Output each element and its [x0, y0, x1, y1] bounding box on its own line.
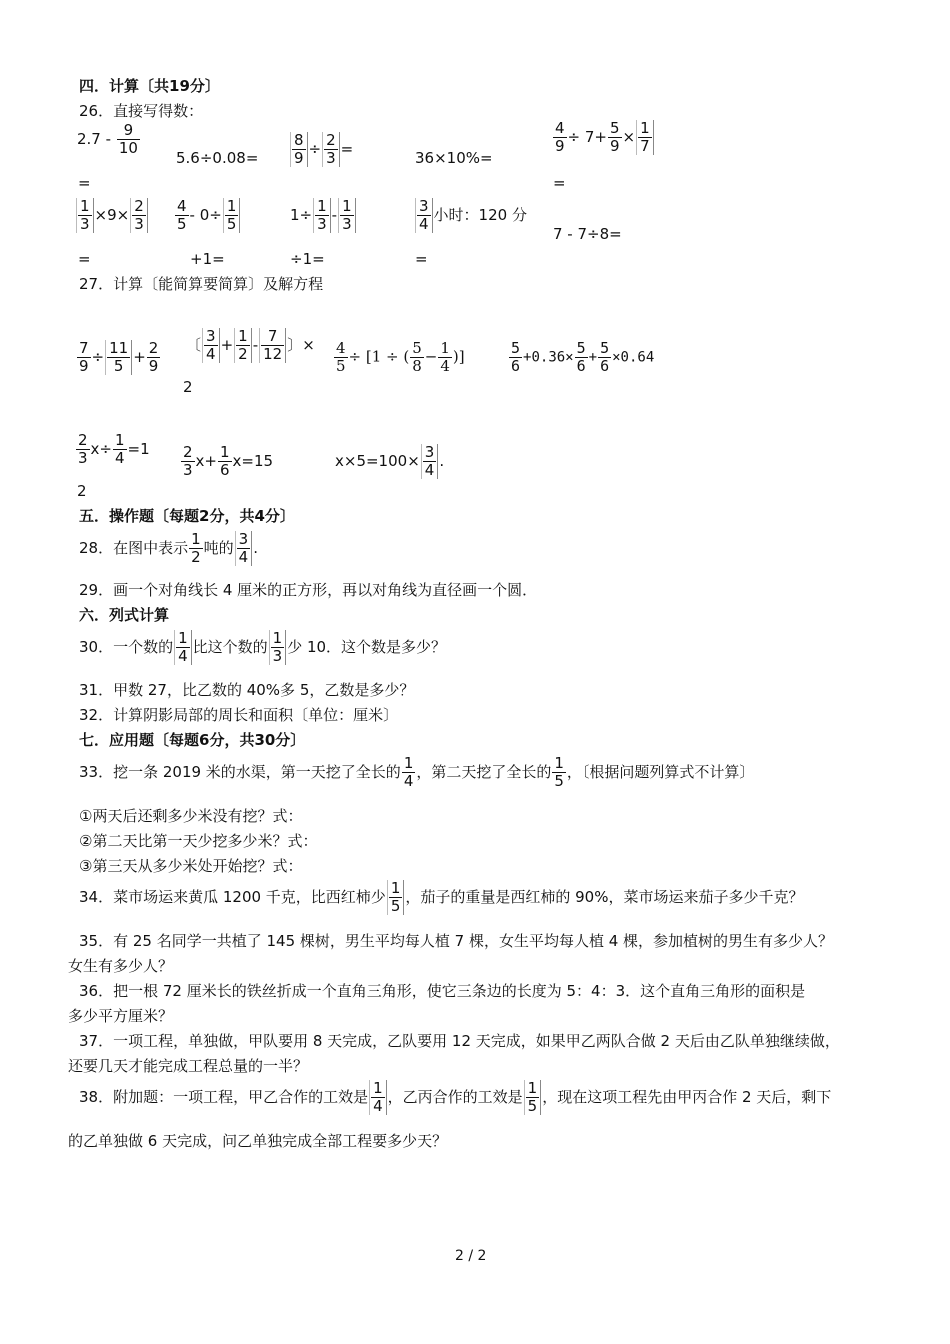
section-7-title: 七．应用题〔每题6分，共30分〕: [79, 731, 306, 749]
q27-eq-3: x×5=100× $\frac{3}{4}$ .: [335, 443, 445, 479]
q38-line-2: 的乙单独做 6 天完成，问乙单独完成全部工程要多少天？: [68, 1132, 448, 1150]
q27-calc-1: $\frac{7}{9}$ ÷ $\frac{11}{5}$ + $\frac{2}{9}$: [79, 339, 159, 375]
q34: 34．菜市场运来黄瓜 1200 千克，比西红柿少 $\frac{1}{5}$ ，茄子的重量是西红柿的 90%，菜市场运来茄子多少千克？: [79, 879, 804, 915]
q26-expr-3: $\frac{8}{9}$ ÷ $\frac{2}{3}$ =: [289, 132, 353, 167]
q37-line-2: 还要几天才能完成工程总量的一半？: [68, 1057, 309, 1075]
q26-expr-6: $\frac{1}{3}$ ×9× $\frac{2}{3}$: [75, 198, 149, 233]
q26-expr-10: 7 - 7÷8=: [553, 225, 622, 243]
q26-expr-8: 1÷ $\frac{1}{3}$ - $\frac{1}{3}$: [290, 198, 357, 233]
q27-eq-1-extra: 2: [77, 482, 87, 500]
q26-expr-2: 5.6÷0.08=: [176, 149, 259, 167]
q27-calc-3: $\frac{4}{5}$ ÷ [1 ÷ ( $\frac{5}{8}$ − $\frac{1}{4}$ )]: [336, 339, 465, 375]
q26-expr-5: $\frac{4}{9}$ ÷ 7+ $\frac{5}{9}$ × $\frac{1}{7}$: [552, 120, 655, 155]
q28: 28．在图中表示 $\frac{1}{2}$ 吨的 $\frac{3}{4}$ .: [79, 530, 258, 566]
q33-sub-1: ①两天后还剩多少米没有挖？式：: [79, 807, 303, 825]
q27-calc-4: $\frac{5}{6}$ +0.36× $\frac{5}{6}$ + $\frac{5}{6}$ ×0.64: [511, 339, 655, 375]
q26-expr-1-eq: =: [78, 174, 91, 192]
q26-expr-7: $\frac{4}{5}$ - 0÷ $\frac{1}{5}$: [174, 198, 241, 233]
q27-eq-2: $\frac{2}{3}$ x+ $\frac{1}{6}$ x=15: [183, 443, 274, 479]
q30: 30．一个数的 $\frac{1}{4}$ 比这个数的 $\frac{1}{3}$ 少 10．这个数是多少？: [79, 629, 447, 665]
q36-line-1: 36．把一根 72 厘米长的铁丝折成一个直角三角形，使它三条边的长度为 5：4：3．这个直角三角形的面积是: [79, 982, 806, 1000]
q38: 38．附加题：一项工程，甲乙合作的工效是 $\frac{1}{4}$ ，乙丙合作的工效是 $\frac{1}{5}$ ，现在这项工程先由甲丙合作 2 天后，剩下: [79, 1079, 832, 1115]
q32: 32．计算阴影局部的周长和面积〔单位：厘米〕: [79, 706, 399, 724]
section-4-title: 四．计算〔共19分〕: [79, 77, 220, 95]
q36-line-2: 多少平方厘米？: [68, 1007, 174, 1025]
section-6-title: 六．列式计算: [79, 606, 170, 624]
section-5-title: 五．操作题〔每题2分，共4分〕: [79, 507, 295, 525]
q26-expr-7-tail: +1=: [190, 250, 225, 268]
q27-calc-2: 〔 $\frac{3}{4}$ + $\frac{1}{2}$ - $\frac{7}{12}$ 〕×: [186, 327, 315, 363]
q33: 33．挖一条 2019 米的水渠，第一天挖了全长的 $\frac{1}{4}$ ，第二天挖了全长的 $\frac{1}{5}$ ，〔根据问题列算式不计算〕: [79, 754, 755, 790]
q33-sub-2: ②第二天比第一天少挖多少米？式：: [79, 832, 318, 850]
q26-expr-9: $\frac{3}{4}$ 小时：120 分: [414, 198, 527, 233]
q26-expr-9-eq: =: [415, 250, 428, 268]
q31: 31．甲数 27，比乙数的 40%多 5，乙数是多少？: [79, 681, 415, 699]
page-number: 2 / 2: [455, 1248, 487, 1264]
q35-line-2: 女生有多少人？: [68, 957, 174, 975]
q29: 29．画一个对角线长 4 厘米的正方形，再以对角线为直径画一个圆．: [79, 581, 538, 599]
q27-label: 27．计算〔能简算要简算〕及解方程: [79, 275, 324, 293]
q26-expr-4: 36×10%=: [415, 149, 493, 167]
q37-line-1: 37．一项工程，单独做，甲队要用 8 天完成，乙队要用 12 天完成，如果甲乙两队合做 2 天后由乙队单独继续做，: [79, 1032, 840, 1050]
q26-expr-1: 2.7 - $\frac{9}{10}$: [77, 121, 138, 157]
q26-expr-5-eq: =: [553, 174, 566, 192]
q27-eq-1: $\frac{2}{3}$ x÷ $\frac{1}{4}$ =1: [78, 431, 150, 467]
q26-expr-6-eq: =: [78, 250, 91, 268]
q33-sub-3: ③第三天从多少米处开始挖？式：: [79, 857, 303, 875]
q27-calc-2-extra: 2: [183, 378, 193, 396]
q35-line-1: 35．有 25 名同学一共植了 145 棵树，男生平均每人植 7 棵，女生平均每人植 4 棵，参加植树的男生有多少人？: [79, 932, 834, 950]
q26-expr-8-tail: ÷1=: [290, 250, 325, 268]
q26-label: 26．直接写得数：: [79, 102, 204, 120]
